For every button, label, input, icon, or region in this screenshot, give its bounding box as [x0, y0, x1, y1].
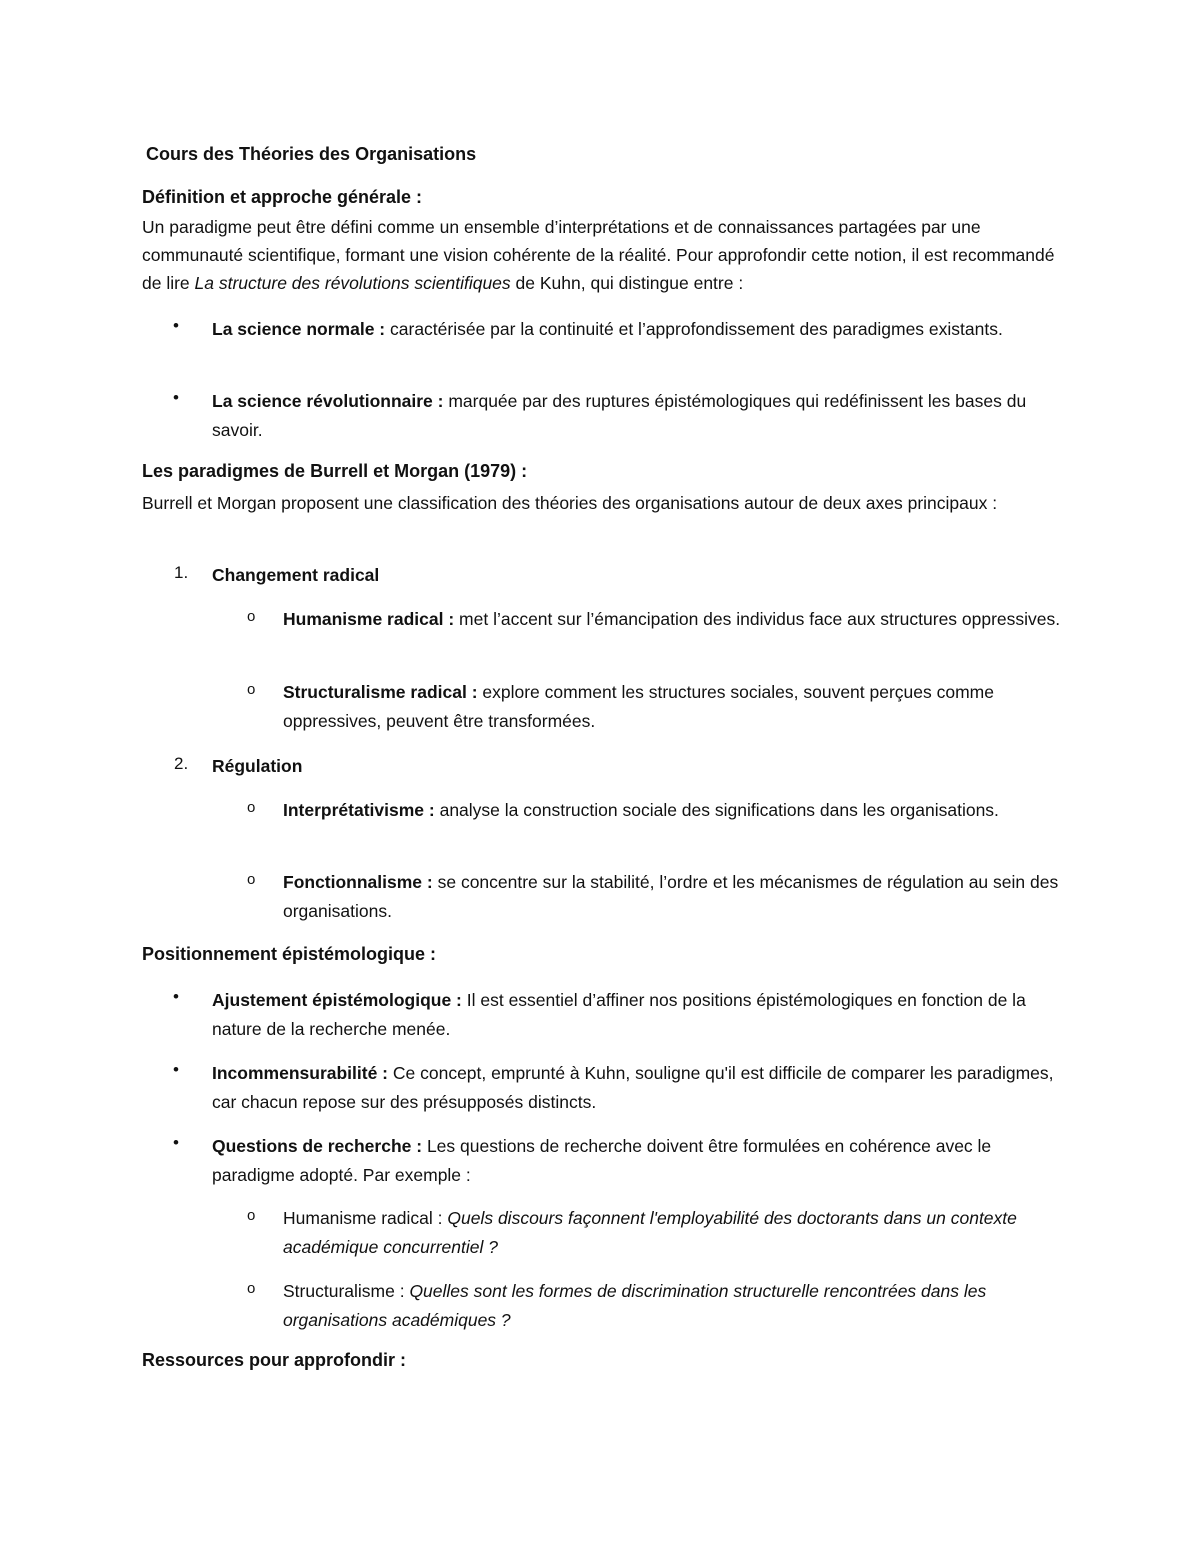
list-item — [212, 315, 1062, 344]
example-item — [283, 1277, 1063, 1335]
book-title: La structure des révolutions scientifiques — [194, 273, 511, 293]
list-item-text: marquée par des ruptures épistémologiques qui redéfinissent les bases du savoir. — [212, 391, 1027, 440]
list-item-term: La science normale : — [212, 319, 386, 339]
list-item-term: Fonctionnalisme : — [283, 872, 433, 892]
list-number: 2. — [174, 754, 189, 773]
axis-label: Régulation — [212, 756, 303, 776]
paragraph-text: Un paradigme peut être défini comme un ensemble d’interprétations et de connaissances partagées par une communauté scientifique, formant une vision cohérente de la réalité. Pour approfondir cette notion, il est recommandé de lire — [142, 217, 1055, 293]
paragraph-definition — [142, 213, 1072, 297]
list-item-term: Humanisme radical : — [283, 609, 455, 629]
bullet-marker: • — [173, 316, 179, 335]
list-item-text: Ce concept, emprunté à Kuhn, souligne qu'il est difficile de comparer les paradigmes, car chacun repose sur des présupposés distincts. — [212, 1063, 1054, 1112]
bullet-marker: • — [173, 1060, 179, 1079]
list-item-term: Incommensurabilité : — [212, 1063, 389, 1083]
bullet-marker: • — [173, 388, 179, 407]
list-item-text: se concentre sur la stabilité, l’ordre et les mécanismes de régulation au sein des organisations. — [283, 872, 1059, 921]
sub-bullet-marker: o — [247, 799, 256, 816]
bullet-marker: • — [173, 1133, 179, 1152]
example-question: Quels discours façonnent l'employabilité des doctorants dans un contexte académique concurrentiel ? — [283, 1208, 1017, 1257]
list-number: 1. — [174, 563, 189, 582]
list-item-term: Interprétativisme : — [283, 800, 435, 820]
list-item — [212, 1132, 1062, 1190]
section-heading-positionnement: Positionnement épistémologique : — [142, 944, 437, 964]
example-question: Quelles sont les formes de discrimination structurelle rencontrées dans les organisations académiques ? — [283, 1281, 987, 1330]
list-item-term: Questions de recherche : — [212, 1136, 423, 1156]
example-label: Structuralisme : — [283, 1281, 410, 1301]
list-item — [283, 796, 1063, 825]
list-item-term: Ajustement épistémologique : — [212, 990, 462, 1010]
list-item — [283, 678, 1063, 736]
paragraph-text: de Kuhn, qui distingue entre : — [510, 273, 744, 293]
sub-bullet-marker: o — [247, 1280, 256, 1297]
section-heading-burrell-morgan: Les paradigmes de Burrell et Morgan (1979) : — [142, 461, 528, 481]
sub-bullet-marker: o — [247, 608, 256, 625]
list-item-text: analyse la construction sociale des significations dans les organisations. — [434, 800, 999, 820]
section-heading-definition: Définition et approche générale : — [142, 187, 423, 207]
example-item — [283, 1204, 1063, 1262]
list-item-text: explore comment les structures sociales, souvent perçues comme oppressives, peuvent être transformées. — [283, 682, 994, 731]
bullet-marker: • — [173, 987, 179, 1006]
list-item-text: Il est essentiel d’affiner nos positions épistémologiques en fonction de la nature de la recherche menée. — [212, 990, 1026, 1039]
list-item — [283, 605, 1063, 634]
list-item-text: met l’accent sur l’émancipation des individus face aux structures oppressives. — [454, 609, 1061, 629]
sub-bullet-marker: o — [247, 681, 256, 698]
section-heading-ressources: Ressources pour approfondir : — [142, 1350, 407, 1370]
list-item — [212, 1059, 1062, 1117]
list-item-term: La science révolutionnaire : — [212, 391, 444, 411]
example-label: Humanisme radical : — [283, 1208, 448, 1228]
list-item-term: Structuralisme radical : — [283, 682, 478, 702]
axis-label: Changement radical — [212, 565, 380, 585]
list-item — [212, 986, 1062, 1044]
list-item — [212, 387, 1062, 445]
list-item-text: caractérisée par la continuité et l’approfondissement des paradigmes existants. — [385, 319, 1003, 339]
sub-bullet-marker: o — [247, 1207, 256, 1224]
list-item-text: Les questions de recherche doivent être formulées en cohérence avec le paradigme adopté. Par exemple : — [212, 1136, 992, 1185]
paragraph-burrell-morgan: Burrell et Morgan proposent une classification des théories des organisations autour de deux axes principaux : — [142, 493, 998, 513]
sub-bullet-marker: o — [247, 871, 256, 888]
page-title: Cours des Théories des Organisations — [146, 144, 477, 164]
list-item — [283, 868, 1063, 926]
